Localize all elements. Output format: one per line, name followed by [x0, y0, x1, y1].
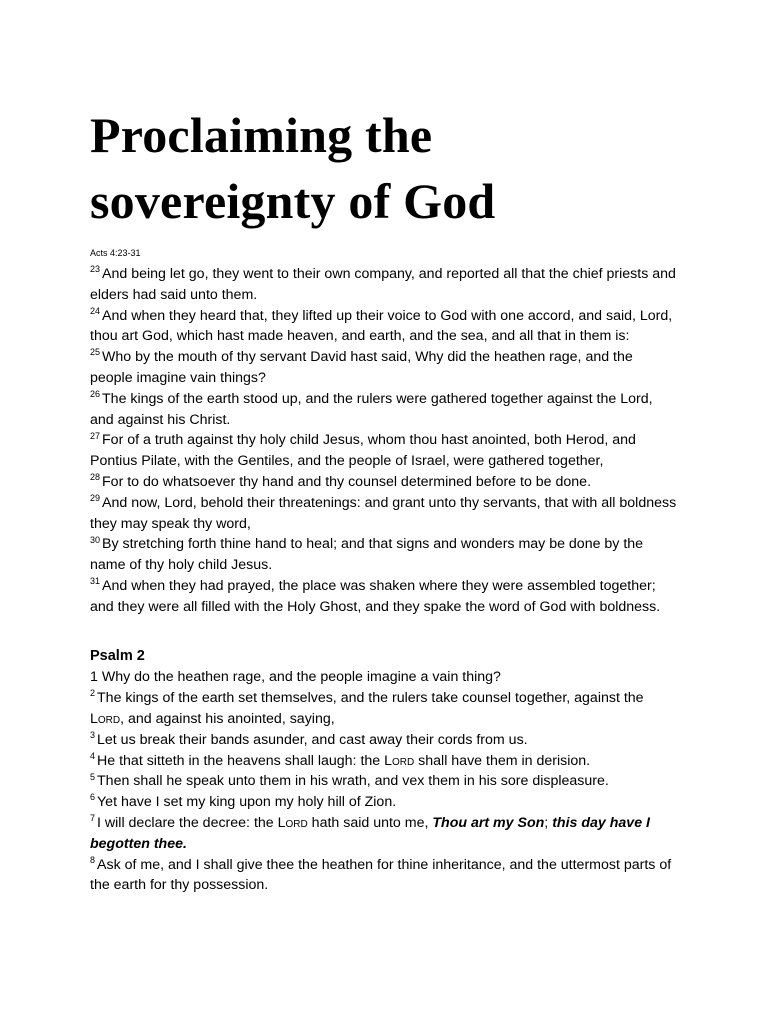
acts-passage: [90, 264, 678, 618]
verse: [90, 576, 678, 618]
divine-name: Lord: [384, 752, 415, 769]
verse: [90, 347, 678, 389]
verse-text: , and against his anointed, saying,: [120, 710, 335, 727]
scripture-reference: Acts 4:23-31: [90, 248, 141, 258]
verse: [90, 771, 678, 792]
verse: [90, 855, 678, 897]
verse-number: 6: [90, 792, 96, 803]
verse-text: For of a truth against thy holy child Jesus, whom thou hast anointed, both Herod, and Pontius Pilate, with the Gentiles, and the people of Israel, were gathered together,: [90, 432, 636, 470]
verse-number: 30: [90, 534, 101, 545]
divine-name: Lord: [90, 710, 121, 727]
psalm-passage: [90, 667, 678, 896]
verse-text: And when they heard that, they lifted up their voice to God with one accord, and said, Lord, thou art God, which hast made heaven, and earth, and the sea, and all that in them is:: [90, 307, 673, 345]
verse-number: 2: [90, 688, 96, 699]
verse-text: I will declare the decree: the: [97, 814, 278, 831]
verse-text: Yet have I set my king upon my holy hill of Zion.: [97, 794, 397, 811]
verse-text: 1 Why do the heathen rage, and the people imagine a vain thing?: [90, 669, 501, 686]
verse-number: 7: [90, 813, 96, 824]
verse: [90, 389, 678, 431]
verse: [90, 751, 678, 772]
verse: [90, 813, 678, 855]
verse-text: And when they had prayed, the place was shaken where they were assembled together; and they were all filled with the Holy Ghost, and they spake the word of God with boldness.: [90, 577, 661, 615]
verse-text: Let us break their bands asunder, and cast away their cords from us.: [97, 731, 528, 748]
verse-number: 3: [90, 730, 96, 740]
verse: [90, 792, 678, 813]
divine-name: Lord: [277, 814, 308, 831]
verse-number: 31: [90, 576, 101, 587]
verse-text: He that sitteth in the heavens shall laugh: the: [97, 752, 385, 769]
verse-text: Ask of me, and I shall give thee the heathen for thine inheritance, and the uttermost parts of the earth for thy possession.: [90, 856, 672, 894]
verse-text: The kings of the earth set themselves, and the rulers take counsel together, against the: [97, 690, 644, 707]
verse: [90, 264, 678, 306]
verse-text: ;: [544, 814, 553, 831]
verse-number: 27: [90, 430, 101, 441]
verse: [90, 493, 678, 535]
verse: [90, 667, 678, 688]
verse-text: And now, Lord, behold their threatenings: and grant unto thy servants, that with all boldness they may speak thy word,: [90, 494, 677, 532]
emphasized-text: Thou art my Son: [432, 814, 545, 831]
verse: [90, 430, 678, 472]
verse: [90, 306, 678, 348]
verse-text: hath said unto me,: [307, 814, 433, 831]
verse-text: shall have them in derision.: [414, 752, 591, 769]
verse-text: Then shall he speak unto them in his wrath, and vex them in his sore displeasure.: [97, 773, 609, 790]
verse-number: 28: [90, 472, 101, 483]
verse-number: 8: [90, 854, 96, 865]
verse-text: Who by the mouth of thy servant David hast said, Why did the heathen rage, and the people imagine vain things?: [90, 349, 633, 386]
verse: [90, 472, 678, 493]
verse: [90, 688, 678, 730]
verse-number: 4: [90, 750, 96, 761]
document-title: Proclaiming the sovereignty of God: [90, 107, 496, 229]
verse-number: 26: [90, 389, 101, 400]
verse-number: 24: [90, 305, 101, 316]
verse-number: 5: [90, 771, 96, 782]
verse-text: For to do whatsoever thy hand and thy counsel determined before to be done.: [102, 473, 592, 490]
psalm-heading: Psalm 2: [90, 647, 145, 664]
verse-text: The kings of the earth stood up, and the rulers were gathered together against the Lord, and against his Christ.: [90, 390, 653, 428]
verse-number: 25: [90, 347, 101, 358]
verse-text: By stretching forth thine hand to heal; and that signs and wonders may be done by the name of thy holy child Jesus.: [90, 536, 644, 574]
verse: [90, 534, 678, 576]
verse-number: 29: [90, 493, 101, 504]
verse: [90, 730, 678, 751]
emphasized-text: this day have I begotten thee.: [90, 814, 650, 852]
verse-number: 23: [90, 264, 101, 275]
verse-text: And being let go, they went to their own company, and reported all that the chief priests and elders had said unto them.: [90, 266, 676, 303]
